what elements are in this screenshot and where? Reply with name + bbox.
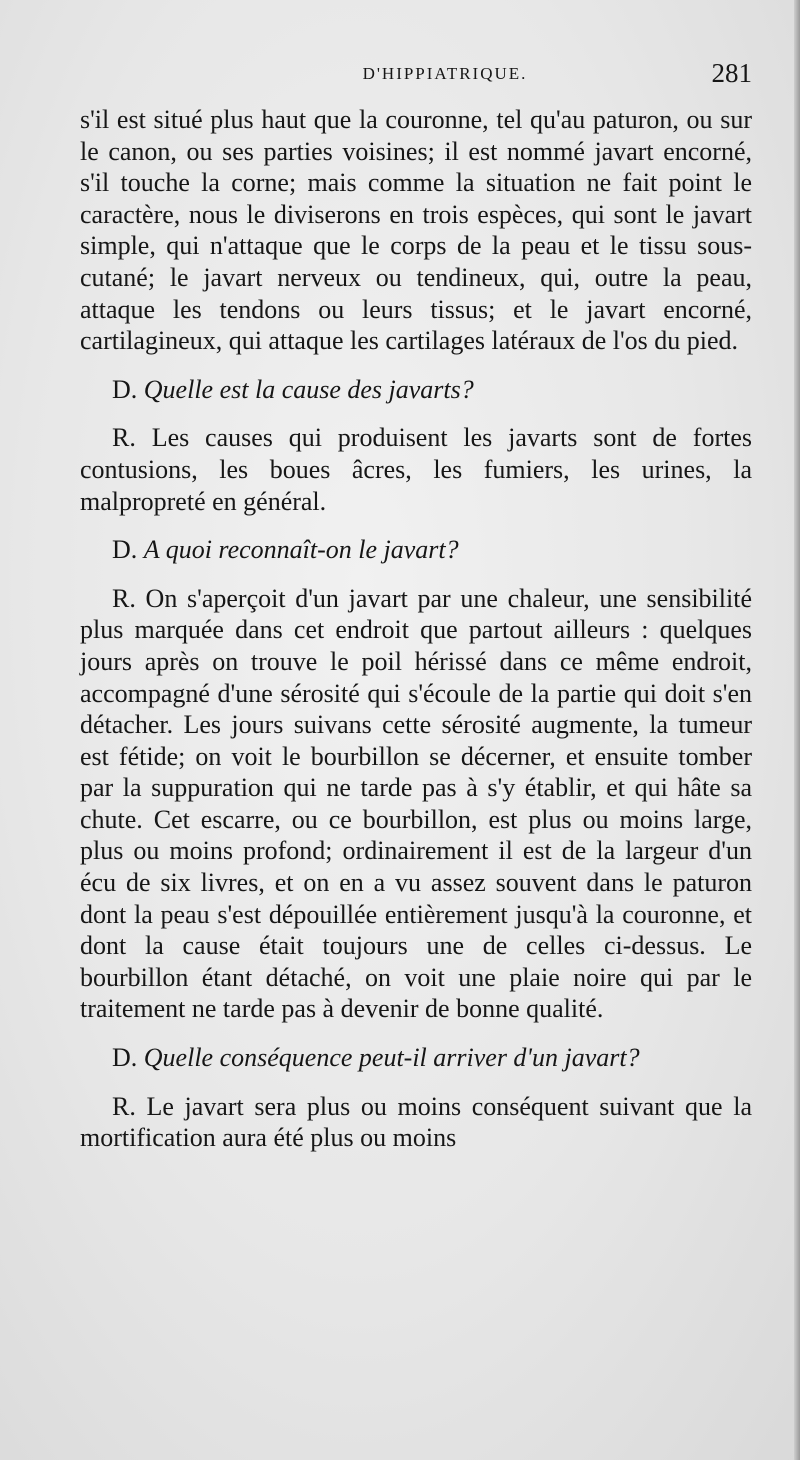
question-text: A quoi reconnaît-on le javart?	[143, 535, 459, 565]
question-label: D.	[112, 535, 138, 565]
paragraph-continuation	[80, 104, 752, 357]
answer-label: R.	[112, 423, 136, 453]
question-text: Quelle est la cause des javarts?	[143, 374, 474, 404]
question-paragraph	[80, 534, 752, 566]
answer-text: Le javart sera plus ou moins conséquent suivant que la mortification aura été plus ou moins	[80, 1091, 752, 1153]
answer-text: Les causes qui produisent les javarts sont de fortes contusions, les boues âcres, les fumiers, les urines, la malpropreté en général.	[80, 423, 753, 516]
page-header	[78, 58, 752, 94]
body-text	[80, 104, 752, 1154]
running-title: D'HIPPIATRIQUE.	[362, 64, 528, 83]
question-label: D.	[112, 1043, 138, 1073]
answer-label: R.	[112, 583, 136, 613]
page-number: 281	[711, 58, 752, 88]
question-text: Quelle conséquence peut-il arriver d'un javart?	[143, 1043, 640, 1073]
answer-text: On s'aperçoit d'un javart par une chaleur, une sensibilité plus marquée dans cet endroit que partout ailleurs : quelques jours après on trouve le poil hérissé dans ce même endroit, accompagné d'une sérosité qui s'écoule de la partie qui doit s'en détacher. Les jours suivans cette sérosité augmente, la tumeur est fétide; on voit le bourbillon se décerner, et ensuite tomber par la suppuration qui ne tarde pas à s'y établir, et qui hâte sa chute. Cet escarre, ou ce bourbillon, est plus ou moins large, plus ou moins profond; ordinairement il est de la largeur d'un écu de six livres, et on en a vu assez souvent dans le paturon dont la peau s'est dépouillée entièrement jusqu'à la couronne, et dont la cause était toujours une de celles ci-dessus. Le bourbillon étant détaché, on voit une plaie noire qui par le traitement ne tarde pas à devenir de bonne qualité.	[80, 583, 752, 1024]
question-label: D.	[112, 374, 138, 404]
answer-paragraph	[80, 583, 752, 1025]
question-paragraph	[80, 374, 752, 406]
question-paragraph	[80, 1042, 752, 1074]
answer-paragraph	[80, 422, 752, 517]
page-edge-shadow	[794, 0, 800, 1460]
paragraph-text: s'il est situé plus haut que la couronne, tel qu'au paturon, ou sur le canon, ou ses parties voisines; il est nommé javart encorné, s'il touche la corne; mais comme la situation ne fait point le caractère, nous le diviserons en trois espèces, qui sont le javart simple, qui n'attaque que le corps de la peau et le tissu sous-cutané; le javart nerveux ou tendineux, qui, outre la peau, attaque les tendons ou leurs tissus; et le javart encorné, cartilagineux, qui attaque les cartilages latéraux de l'os du pied.	[80, 105, 752, 356]
answer-paragraph	[80, 1091, 752, 1154]
answer-label: R.	[112, 1091, 136, 1121]
